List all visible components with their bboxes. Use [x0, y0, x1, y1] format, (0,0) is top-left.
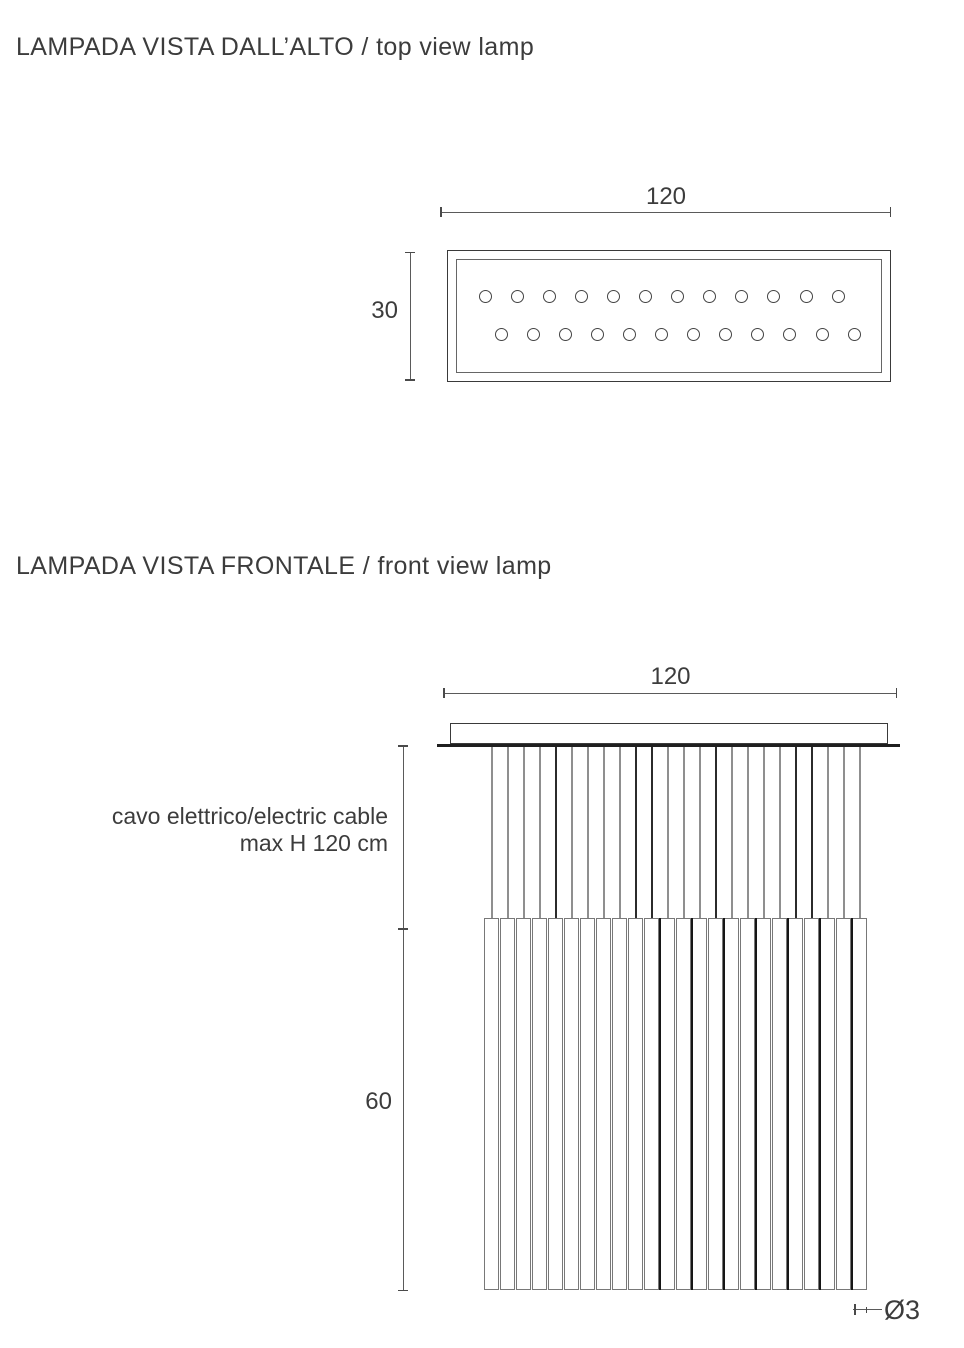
tube-divider: [659, 918, 661, 1290]
dimension-tick: [405, 379, 415, 381]
lamp-hole: [816, 328, 829, 341]
tube: [628, 918, 643, 1290]
cable-line: [571, 747, 573, 918]
cable-line: [603, 747, 605, 918]
tube: [820, 918, 835, 1290]
tube-divider: [755, 918, 757, 1290]
lamp-hole: [767, 290, 780, 303]
lamp-hole: [495, 328, 508, 341]
dimension-tick: [398, 745, 408, 747]
tube: [772, 918, 787, 1290]
front-view-height-dimension-line: [403, 746, 404, 1291]
lamp-hole: [783, 328, 796, 341]
lamp-hole: [575, 290, 588, 303]
top-view-width-dimension-line: [441, 212, 891, 213]
tube: [836, 918, 851, 1290]
lamp-hole: [751, 328, 764, 341]
cable-line: [523, 747, 525, 918]
lamp-hole: [735, 290, 748, 303]
dimension-tick: [443, 688, 445, 698]
tube: [532, 918, 547, 1290]
cable-line: [843, 747, 845, 918]
cable-line: [699, 747, 701, 918]
lamp-hole: [527, 328, 540, 341]
cable-line: [811, 747, 813, 918]
tube-divider: [819, 918, 821, 1290]
lamp-hole: [800, 290, 813, 303]
cable-line: [491, 747, 493, 918]
lamp-hole: [848, 328, 861, 341]
lamp-hole: [591, 328, 604, 341]
top-view-width-dimension-label: 120: [645, 183, 687, 210]
lamp-hole: [543, 290, 556, 303]
lamp-hole: [671, 290, 684, 303]
tube-divider: [691, 918, 693, 1290]
tube: [564, 918, 579, 1290]
tube-divider: [787, 918, 789, 1290]
front-view-title: LAMPADA VISTA FRONTALE / front view lamp: [16, 552, 552, 580]
cable-line: [667, 747, 669, 918]
tube: [708, 918, 723, 1290]
cable-line: [795, 747, 797, 918]
lamp-hole: [655, 328, 668, 341]
tube: [580, 918, 595, 1290]
front-view-width-dimension-line: [444, 693, 897, 694]
lamp-hole: [623, 328, 636, 341]
tube: [676, 918, 691, 1290]
tube: [724, 918, 739, 1290]
tube: [644, 918, 659, 1290]
cable-line: [539, 747, 541, 918]
cable-note-line2: max H 120 cm: [239, 830, 388, 856]
tube-divider: [723, 918, 725, 1290]
tube-divider: [851, 918, 853, 1290]
lamp-hole: [703, 290, 716, 303]
cable-line: [555, 747, 557, 918]
tube: [756, 918, 771, 1290]
cable-note: [60, 803, 388, 857]
tube: [692, 918, 707, 1290]
tube-height-dimension-label: 60: [365, 1088, 392, 1115]
top-view-depth-dimension-line: [410, 252, 411, 380]
cable-line: [635, 747, 637, 918]
cable-line: [731, 747, 733, 918]
lamp-hole: [832, 290, 845, 303]
tube: [612, 918, 627, 1290]
tube: [660, 918, 675, 1290]
top-view-title: LAMPADA VISTA DALL’ALTO / top view lamp: [16, 33, 535, 61]
cable-line: [779, 747, 781, 918]
tube: [852, 918, 867, 1290]
top-view-depth-dimension-label: 30: [371, 297, 398, 324]
dimension-tick: [398, 1290, 408, 1292]
dimension-tick: [398, 928, 408, 930]
front-view-width-dimension-label: 120: [650, 663, 691, 690]
cable-line: [827, 747, 829, 918]
tube: [596, 918, 611, 1290]
cable-line: [651, 747, 653, 918]
lamp-hole: [719, 328, 732, 341]
dimension-tick: [405, 252, 415, 254]
dimension-tick: [854, 1304, 856, 1315]
cable-line: [683, 747, 685, 918]
cable-line: [507, 747, 509, 918]
tube: [484, 918, 499, 1290]
top-view-inner-frame: [456, 259, 882, 373]
lamp-hole: [559, 328, 572, 341]
lamp-hole: [639, 290, 652, 303]
lamp-hole: [479, 290, 492, 303]
lamp-hole: [687, 328, 700, 341]
tube: [516, 918, 531, 1290]
cable-line: [587, 747, 589, 918]
dimension-tick: [866, 1307, 868, 1313]
tube-diameter-label: Ø3: [884, 1295, 921, 1325]
tube-diameter-leader-line: [853, 1309, 882, 1310]
cable-line: [619, 747, 621, 918]
lamp-hole: [511, 290, 524, 303]
tube: [500, 918, 515, 1290]
cable-line: [715, 747, 717, 918]
tube: [804, 918, 819, 1290]
cable-line: [747, 747, 749, 918]
tube: [740, 918, 755, 1290]
front-view-canopy: [450, 723, 888, 744]
cable-line: [763, 747, 765, 918]
cable-line: [859, 747, 861, 918]
cable-note-line1: cavo elettrico/electric cable: [111, 803, 388, 829]
tube: [548, 918, 563, 1290]
dimension-tick: [896, 688, 898, 698]
lamp-hole: [607, 290, 620, 303]
dimension-tick: [440, 207, 442, 217]
tube: [788, 918, 803, 1290]
dimension-tick: [890, 207, 892, 217]
